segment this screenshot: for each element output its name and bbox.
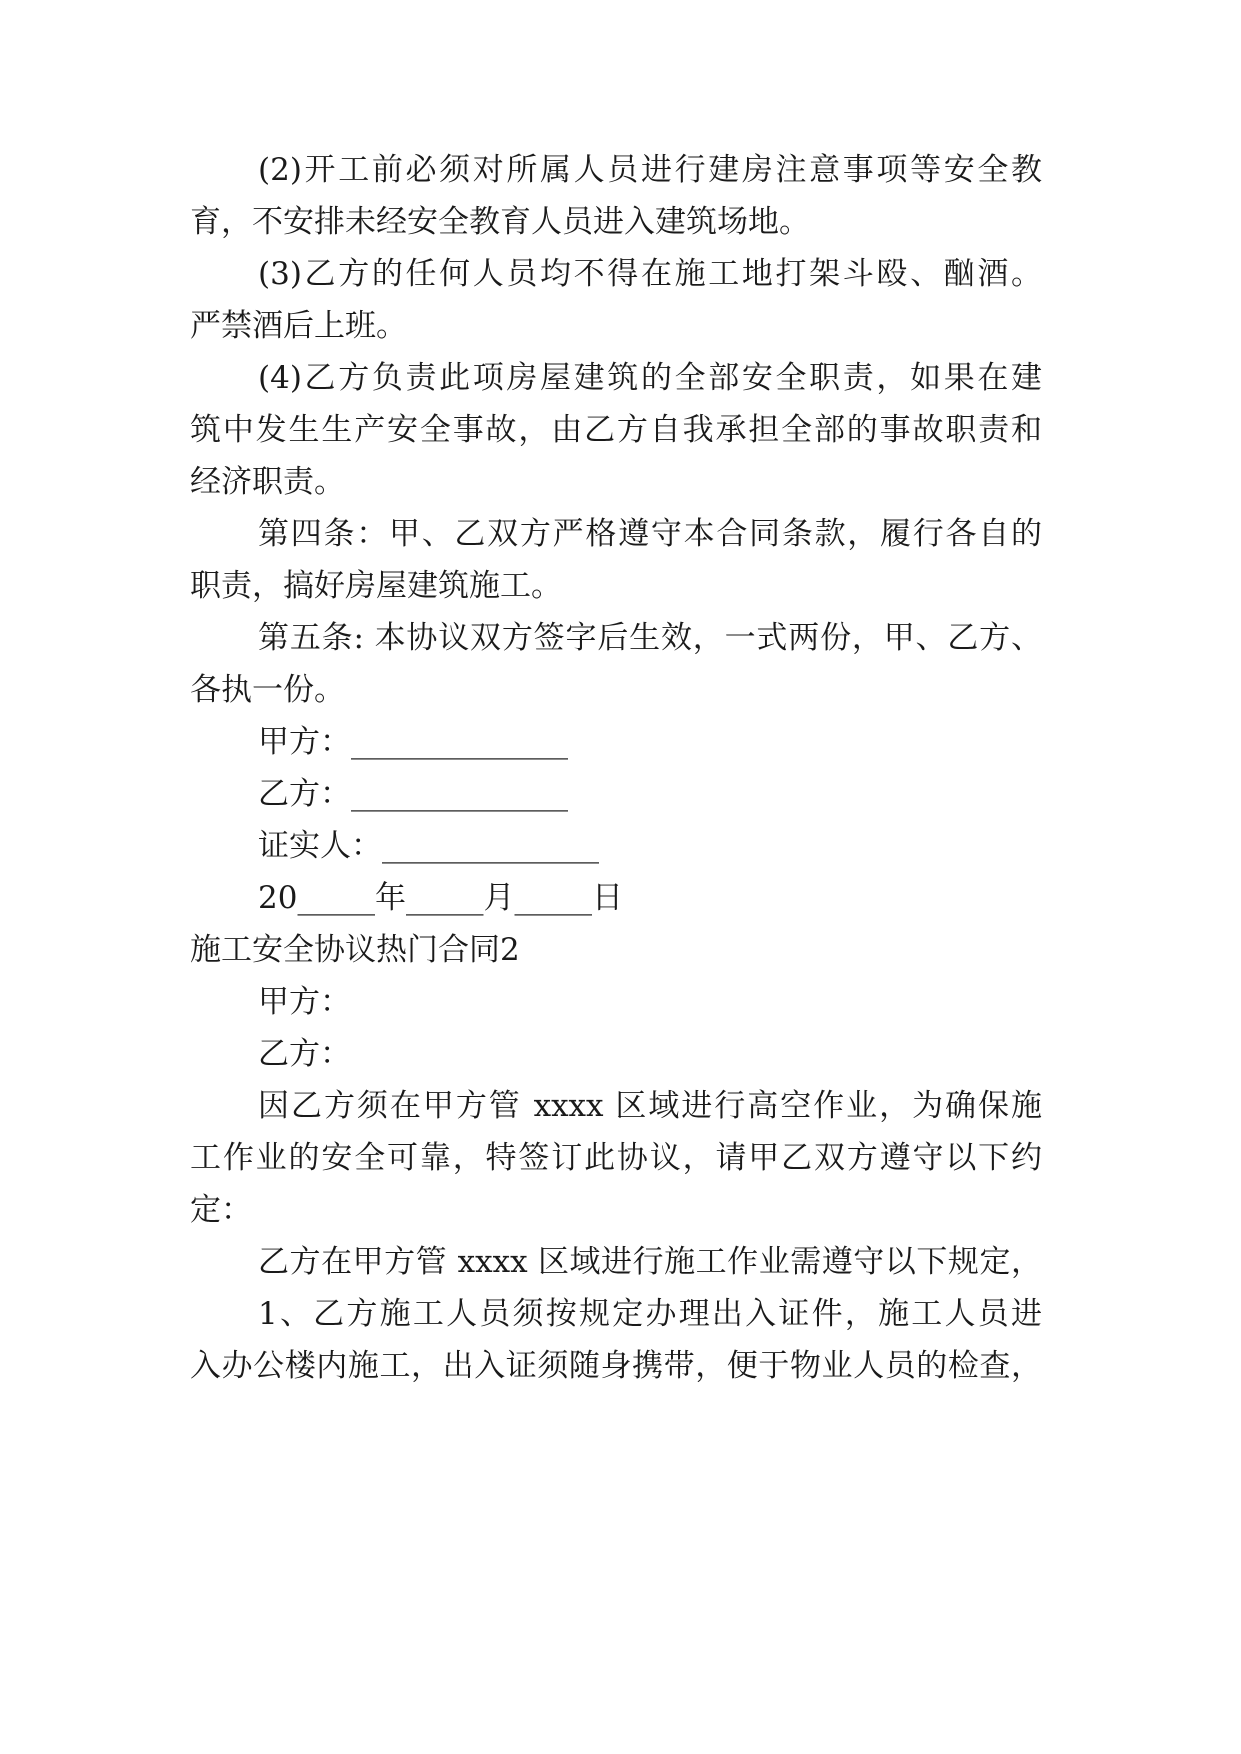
contract-2-rule-1-line-1: 1、乙方施工人员须按规定办理出入证件，施工人员进 [258,1296,1042,1332]
item-4-line-1: (4)乙方负责此项房屋建筑的全部安全职责，如果在建 [258,360,1042,396]
article-5-line-2: 各执一份。 [190,672,345,708]
contract-2-rule-intro: 乙方在甲方管 xxxx 区域进行施工作业需遵守以下规定， [258,1244,1042,1280]
article-4-line-2: 职责，搞好房屋建筑施工。 [190,568,562,604]
item-4-line-2: 筑中发生生产安全事故，由乙方自我承担全部的事故职责和 [190,412,1042,448]
item-3-line-1: (3)乙方的任何人员均不得在施工地打架斗殴、酗酒。 [258,256,1042,292]
contract-2-intro-line-1: 因乙方须在甲方管 xxxx 区域进行高空作业，为确保施 [258,1088,1042,1124]
contract-2-party-b: 乙方： [258,1036,351,1072]
item-3-line-2: 严禁酒后上班。 [190,308,407,344]
contract-2-intro-line-2: 工作业的安全可靠，特签订此协议，请甲乙双方遵守以下约 [190,1140,1042,1176]
contract-2-rule-1-line-2: 入办公楼内施工，出入证须随身携带，便于物业人员的检查， [190,1348,1042,1384]
contract-2-party-a: 甲方： [258,984,351,1020]
item-4-line-3: 经济职责。 [190,464,345,500]
signature-date: 20_____年_____月_____日 [258,880,623,916]
signature-witness: 证实人：______________ [258,828,599,864]
article-5-line-1: 第五条: 本协议双方签字后生效，一式两份，甲、乙方、 [258,620,1042,656]
signature-party-a: 甲方：______________ [258,724,568,760]
contract-2-title: 施工安全协议热门合同2 [190,932,520,968]
contract-2-intro-line-3: 定： [190,1192,252,1228]
article-4-line-1: 第四条：甲、乙双方严格遵守本合同条款，履行各自的 [258,516,1042,552]
signature-party-b: 乙方：______________ [258,776,568,812]
item-2-line-2: 育，不安排未经安全教育人员进入建筑场地。 [190,204,810,240]
item-2-line-1: (2)开工前必须对所属人员进行建房注意事项等安全教 [258,152,1042,188]
